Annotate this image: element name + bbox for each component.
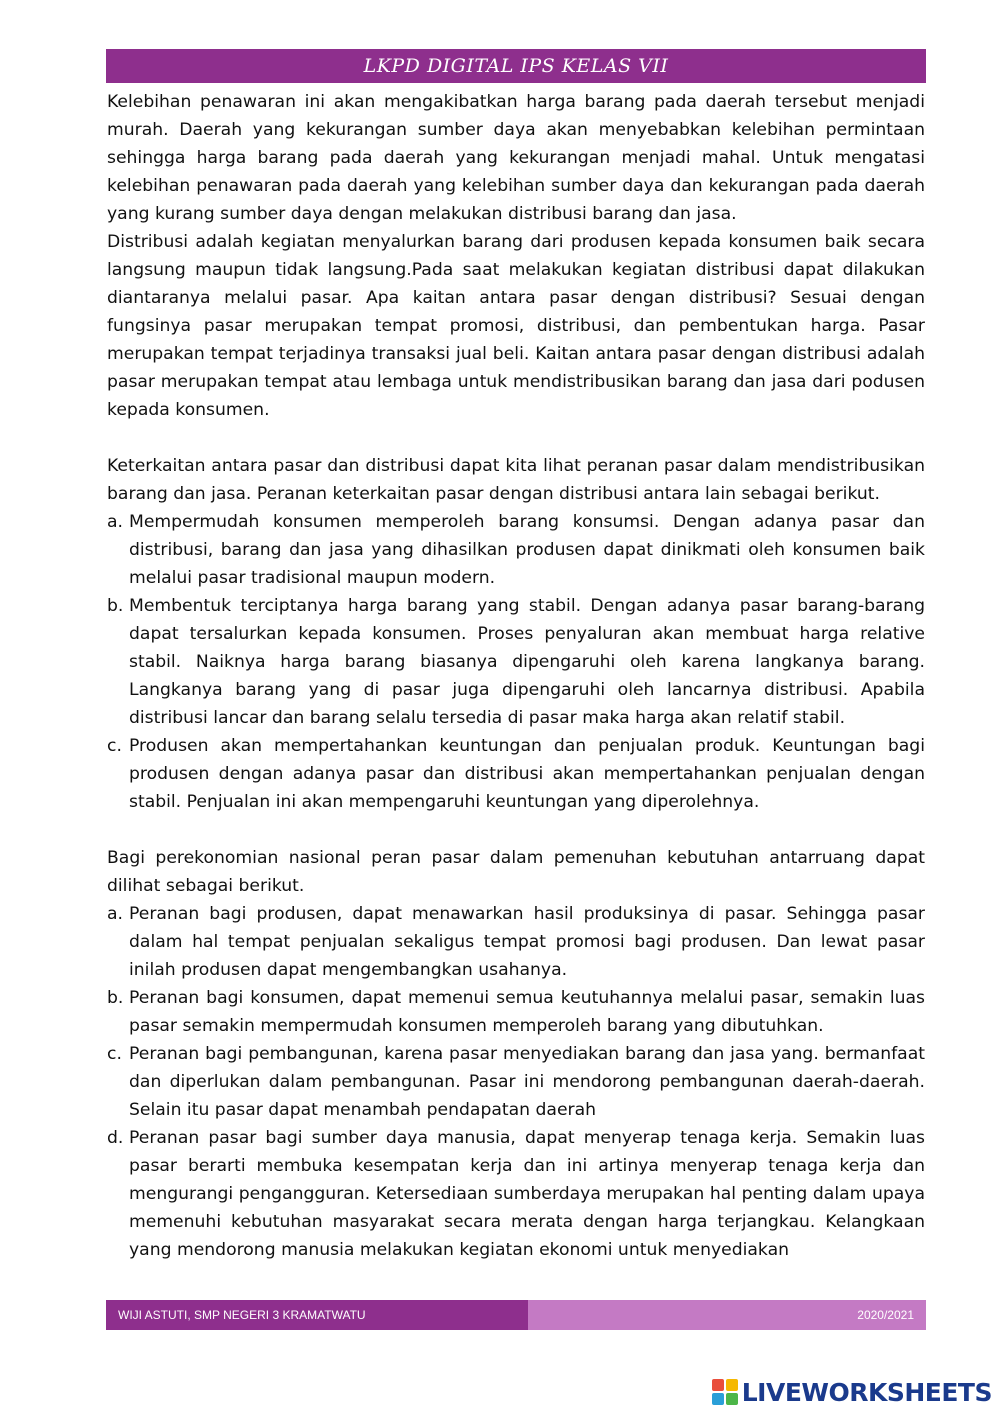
list-marker: b. [107,596,124,616]
list-peran-pasar [107,900,925,1264]
list-marker: c. [107,1044,122,1064]
list-item-text: Peranan bagi produsen, dapat menawarkan hasil produksinya di pasar. Sehingga pasar dalam hal tempat penjualan sekaligus tempat promosi bagi produsen. Dan lewat pasar inilah produsen dapat mengembangkan usahanya. [129,904,925,980]
liveworksheets-logo-icon [712,1379,738,1405]
list-item [107,732,925,816]
list-item-text: Membentuk terciptanya harga barang yang stabil. Dengan adanya pasar barang-barang dapat tersalurkan kepada konsumen. Proses penyaluran akan membuat harga relative stabil. Naiknya harga barang biasanya dipengaruhi oleh karena langkanya barang. Langkanya barang yang di pasar juga dipengaruhi oleh lancarnya distribusi. Apabila distribusi lancar dan barang selalu tersedia di pasar maka harga akan relatif stabil. [129,596,925,728]
list-item [107,1040,925,1124]
list-marker: a. [107,904,123,924]
list-item-text: Peranan pasar bagi sumber daya manusia, dapat menyerap tenaga kerja. Semakin luas pasar berarti membuka kesempatan kerja dan ini artinya menyerap tenaga kerja dan mengurangi pengangguran. Ketersediaan sumberdaya merupakan hal penting dalam upaya memenuhi kebutuhan masyarakat secara merata dengan harga terjangkau. Kelangkaan yang mendorong manusia melakukan kegiatan ekonomi untuk menyediakan [129,1128,925,1260]
page-footer [106,1300,926,1330]
brand-text: LIVEWORKSHEETS [741,1377,992,1407]
paragraph-3: Keterkaitan antara pasar dan distribusi dapat kita lihat peranan pasar dalam mendistribusikan barang dan jasa. Peranan keterkaitan pasar dengan distribusi antara lain sebagai berikut. [107,456,925,504]
list-item [107,984,925,1040]
list-marker: c. [107,736,122,756]
list-item [107,508,925,592]
paragraph-2: Distribusi adalah kegiatan menyalurkan barang dari produsen kepada konsumen baik secara langsung maupun tidak langsung.Pada saat melakukan kegiatan distribusi dapat dilakukan diantaranya melalui pasar. Apa kaitan antara pasar dengan distribusi? Sesuai dengan fungsinya pasar merupakan tempat promosi, distribusi, dan pembentukan harga. Pasar merupakan tempat terjadinya transaksi jual beli. Kaitan antara pasar dengan distribusi adalah pasar merupakan tempat atau lembaga untuk mendistribusikan barang dan jasa dari podusen kepada konsumen. [107,232,925,420]
footer-author: WIJI ASTUTI, SMP NEGERI 3 KRAMATWATU [118,1308,366,1322]
list-item-text: Mempermudah konsumen memperoleh barang konsumsi. Dengan adanya pasar dan distribusi, barang dan jasa yang dihasilkan produsen dapat dinikmati oleh konsumen baik melalui pasar tradisional maupun modern. [129,512,925,588]
paragraph-gap [107,424,925,452]
list-marker: d. [107,1128,124,1148]
list-item [107,1124,925,1264]
list-item [107,900,925,984]
list-marker: a. [107,512,123,532]
paragraph-4: Bagi perekonomian nasional peran pasar dalam pemenuhan kebutuhan antarruang dapat dilihat sebagai berikut. [107,848,925,896]
list-peranan-keterkaitan [107,508,925,816]
list-item [107,592,925,732]
list-item-text: Produsen akan mempertahankan keuntungan dan penjualan produk. Keuntungan bagi produsen dengan adanya pasar dan distribusi akan mempertahankan penjualan dengan stabil. Penjualan ini akan mempengaruhi keuntungan yang diperolehnya. [129,736,925,812]
footer-year: 2020/2021 [857,1308,914,1322]
header-title: LKPD DIGITAL IPS KELAS VII [363,55,669,77]
document-body [107,88,925,1264]
liveworksheets-brand[interactable] [712,1376,992,1408]
paragraph-gap [107,816,925,844]
list-item-text: Peranan bagi pembangunan, karena pasar menyediakan barang dan jasa yang. bermanfaat dan diperlukan dalam pembangunan. Pasar ini mendorong pembangunan daerah-daerah. Selain itu pasar dapat menambah pendapatan daerah [129,1044,925,1120]
footer-year-band [528,1300,926,1330]
list-marker: b. [107,988,124,1008]
list-item-text: Peranan bagi konsumen, dapat memenui semua keutuhannya melalui pasar, semakin luas pasar semakin mempermudah konsumen memperoleh barang yang dibutuhkan. [129,988,925,1036]
paragraph-1: Kelebihan penawaran ini akan mengakibatkan harga barang pada daerah tersebut menjadi murah. Daerah yang kekurangan sumber daya akan menyebabkan kelebihan permintaan sehingga harga barang pada daerah yang kekurangan menjadi mahal. Untuk mengatasi kelebihan penawaran pada daerah yang kelebihan sumber daya dan kekurangan pada daerah yang kurang sumber daya dengan melakukan distribusi barang dan jasa. [107,92,925,224]
page-header [106,49,926,83]
footer-author-band [106,1300,528,1330]
